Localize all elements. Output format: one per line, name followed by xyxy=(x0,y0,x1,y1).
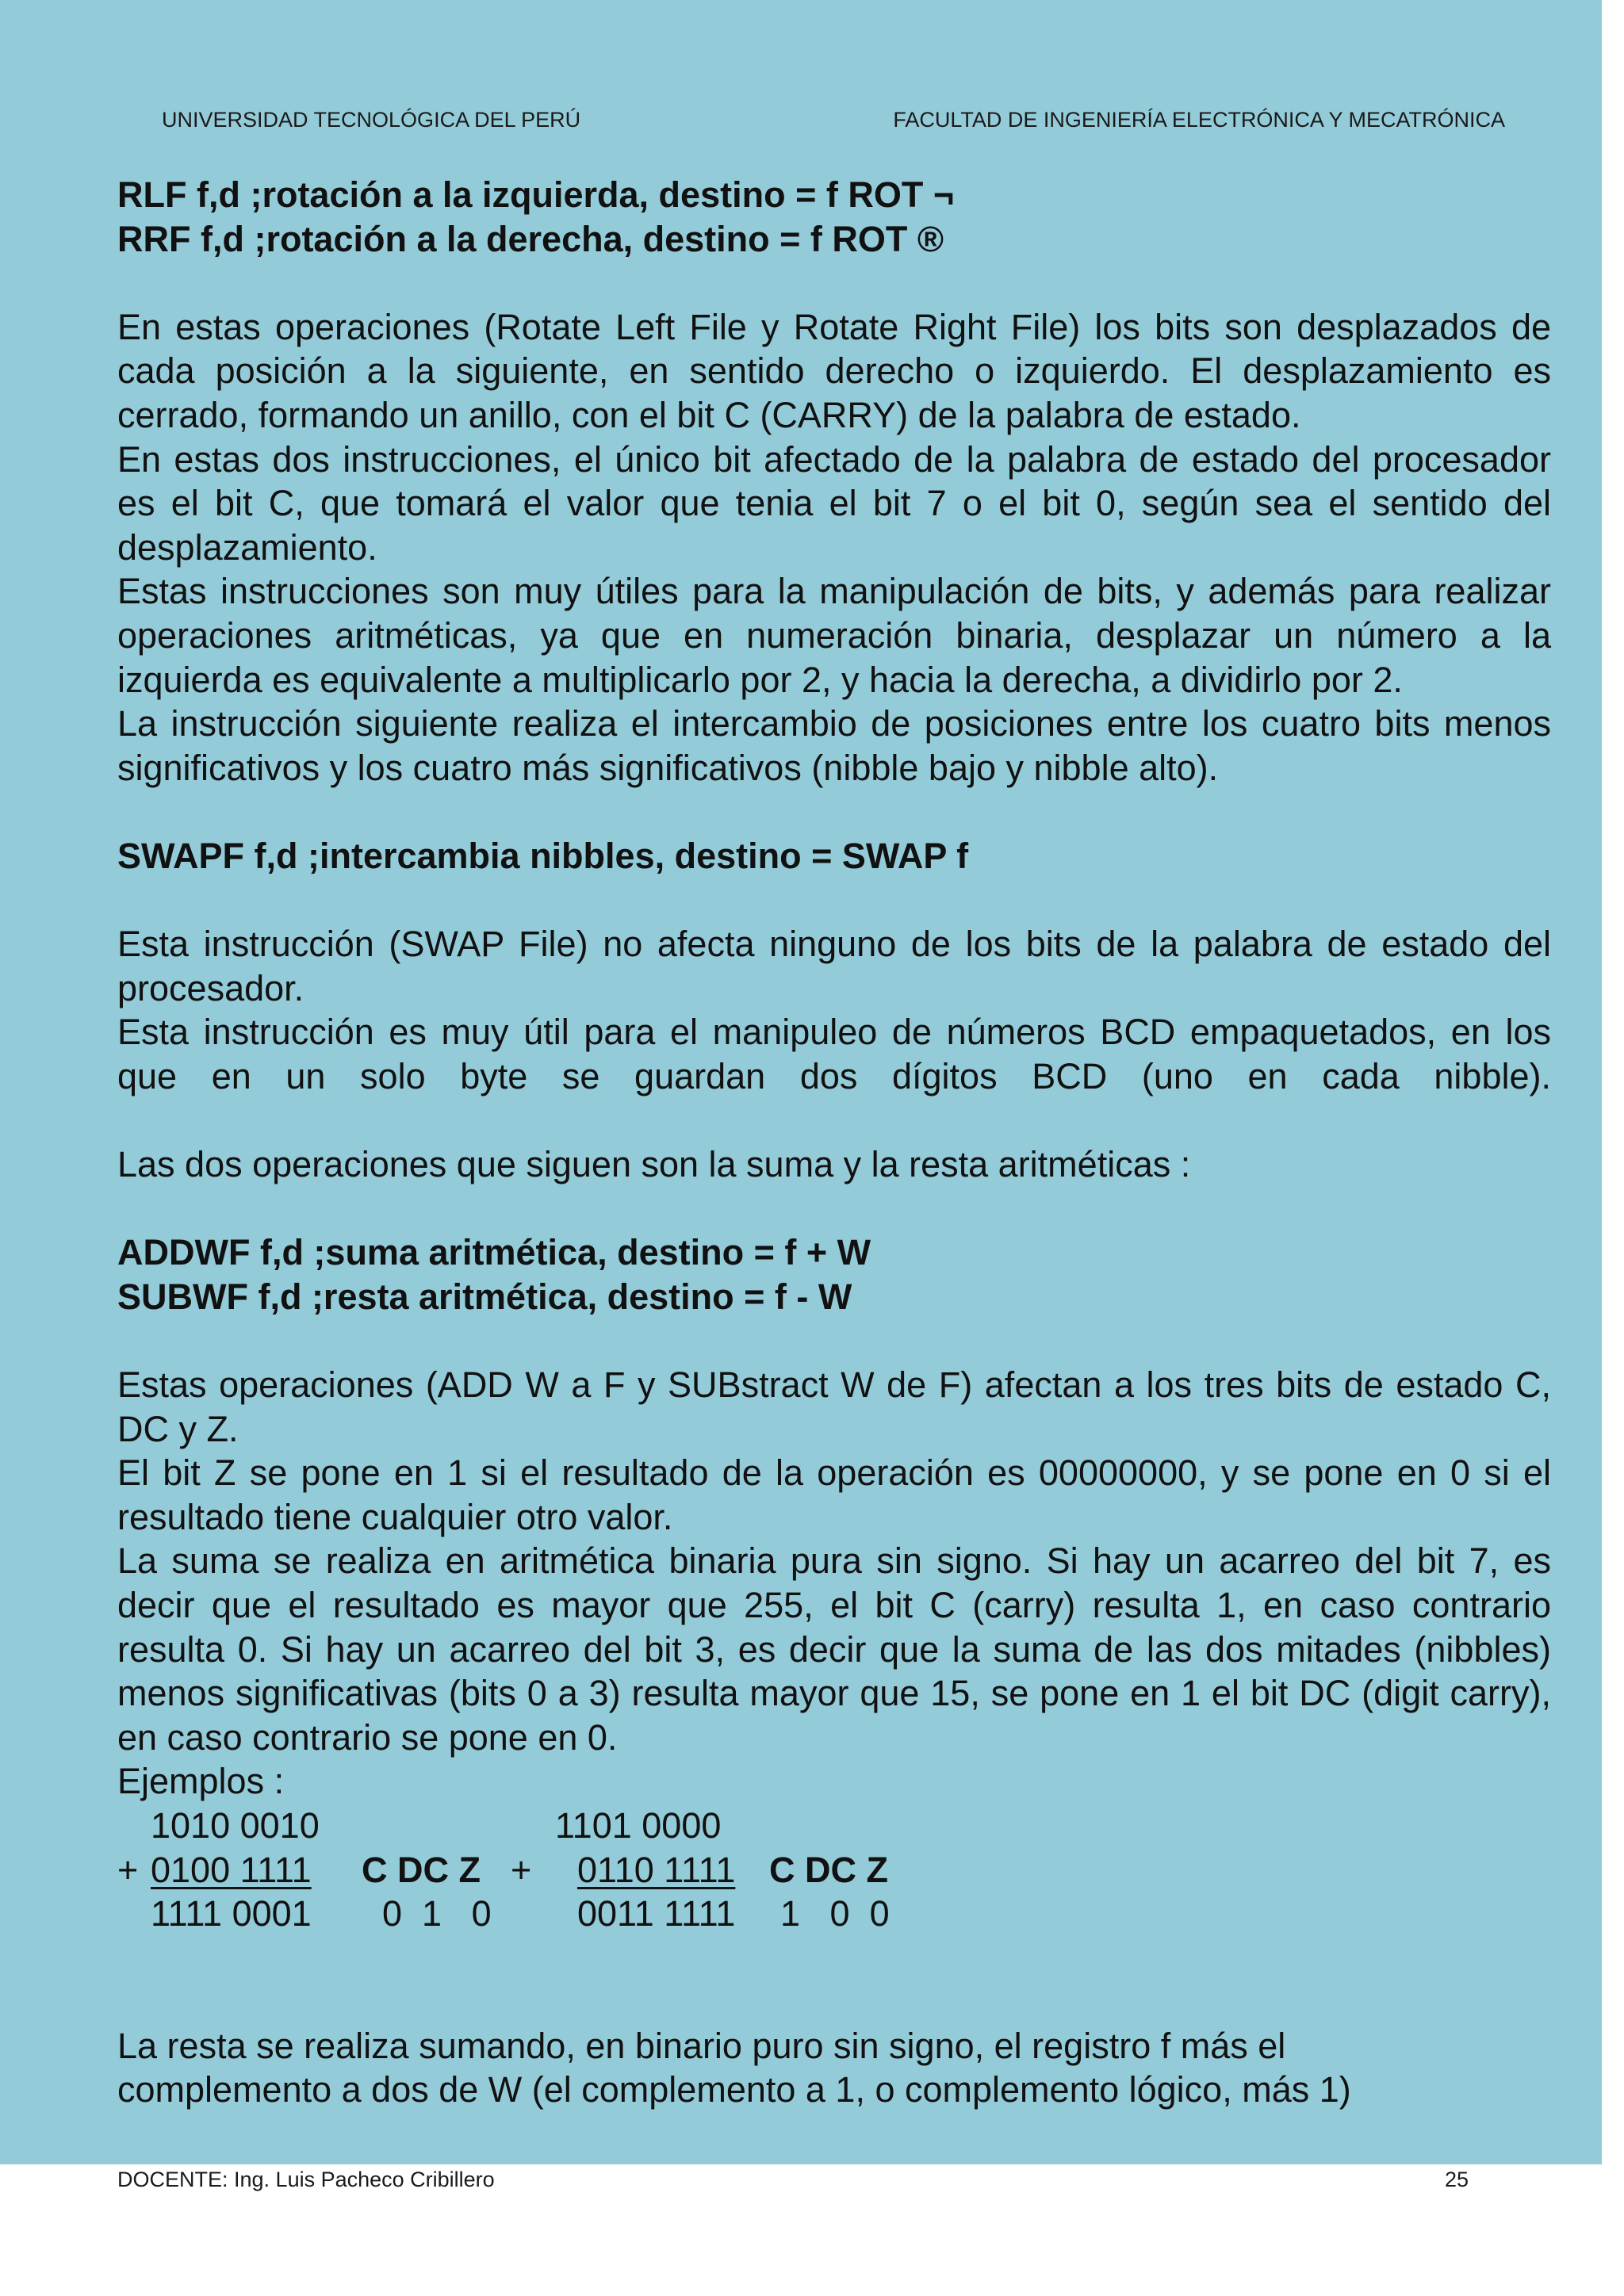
para-arith-1: Estas operaciones (ADD W a F y SUBstract W de F) afectan a los tres bits de estado C, DC y Z. xyxy=(117,1364,1551,1449)
examples-label: Ejemplos : xyxy=(117,1761,285,1802)
ex2-operand1: 1101 0000 xyxy=(555,1804,722,1846)
example-row-operands xyxy=(117,1804,1551,1848)
para-arith-intro: Las dos operaciones que siguen son la suma y la resta aritméticas : xyxy=(117,1144,1191,1185)
ex1-operand1: 1010 0010 xyxy=(151,1804,320,1846)
para-arith-3: La suma se realiza en aritmética binaria pura sin signo. Si hay un acarreo del bit 7, es decir que el resultado es mayor que 255, el bit C (carry) resulta 1, en caso contrario resulta 0. Si hay un acarreo del bit 3, es decir que la suma de las dos mitades (nibbles) menos significativas (bits 0 a 3) resulta mayor que 15, se pone en 1 el bit DC (digit carry), en caso contrario se pone en 0. xyxy=(117,1540,1551,1758)
para-swap-1: Esta instrucción (SWAP File) no afecta ninguno de los bits de la palabra de estado del procesador. xyxy=(117,924,1551,1008)
footer-docente: DOCENTE: Ing. Luis Pacheco Cribillero xyxy=(117,2168,495,2191)
instr-addwf: ADDWF f,d ;suma aritmética, destino = f + W xyxy=(117,1232,871,1273)
header-faculty: FACULTAD DE INGENIERÍA ELECTRÓNICA Y MECATRÓNICA xyxy=(893,108,1505,132)
instr-rlf: RLF f,d ;rotación a la izquierda, destino = f ROT ¬ xyxy=(117,174,955,215)
header-university: UNIVERSIDAD TECNOLÓGICA DEL PERÚ xyxy=(162,108,581,132)
instr-subwf: SUBWF f,d ;resta aritmética, destino = f - W xyxy=(117,1276,852,1317)
ex1-operand2: 0100 1111 xyxy=(151,1849,312,1890)
ex2-result: 0011 1111 xyxy=(577,1893,736,1934)
ex2-flags-label: C DC Z xyxy=(769,1849,888,1890)
ex1-flags-label: C DC Z xyxy=(362,1849,481,1890)
para-rotate-2: En estas dos instrucciones, el único bit afectado de la palabra de estado del procesador es el bit C, que tomará el valor que tenia el bit 7 o el bit 0, según sea el sentido del desplazamiento. xyxy=(117,438,1551,568)
para-rotate-1: En estas operaciones (Rotate Left File y Rotate Right File) los bits son desplazados de cada posición a la siguiente, en sentido derecho o izquierdo. El desplazamiento es cerrado, formando un anillo, con el bit C (CARRY) de la palabra de estado. xyxy=(117,306,1551,435)
para-swap-2: Esta instrucción es muy útil para el manipuleo de números BCD empaquetados, en los que en un solo byte se guardan dos dígitos BCD (uno en cada nibble). xyxy=(117,1012,1551,1096)
page-number: 25 xyxy=(1445,2168,1469,2191)
instr-rrf: RRF f,d ;rotación a la derecha, destino = f ROT ® xyxy=(117,218,944,259)
para-resta-line-2: complemento a dos de W (el complemento a 1, o complemento lógico, más 1) xyxy=(117,2069,1351,2110)
ex2-plus: + xyxy=(511,1849,532,1890)
ex1-result: 1111 0001 xyxy=(151,1893,312,1934)
instr-swapf: SWAPF f,d ;intercambia nibbles, destino = SWAP f xyxy=(117,835,969,876)
ex2-flags-values: 1 0 0 xyxy=(780,1893,890,1934)
para-arith-2: El bit Z se pone en 1 si el resultado de la operación es 00000000, y se pone en 0 si el resultado tiene cualquier otro valor. xyxy=(117,1452,1551,1537)
para-resta-line-1: La resta se realiza sumando, en binario puro sin signo, el registro f más el xyxy=(117,2025,1286,2066)
ex2-operand2: 0110 1111 xyxy=(577,1849,736,1890)
para-rotate-4: La instrucción siguiente realiza el intercambio de posiciones entre los cuatro bits menos significativos y los cuatro más significativos (nibble bajo y nibble alto). xyxy=(117,703,1551,788)
document-body xyxy=(117,173,1551,2112)
para-rotate-3: Estas instrucciones son muy útiles para la manipulación de bits, y además para realizar operaciones aritméticas, ya que en numeración binaria, desplazar un número a la izquierda es equivalente a multiplicarlo por 2, y hacia la derecha, a dividirlo por 2. xyxy=(117,571,1551,700)
ex1-flags-values: 0 1 0 xyxy=(382,1893,492,1934)
example-row-results xyxy=(117,1892,1551,1936)
example-row-addends xyxy=(117,1848,1551,1892)
ex1-plus: + xyxy=(117,1849,139,1890)
